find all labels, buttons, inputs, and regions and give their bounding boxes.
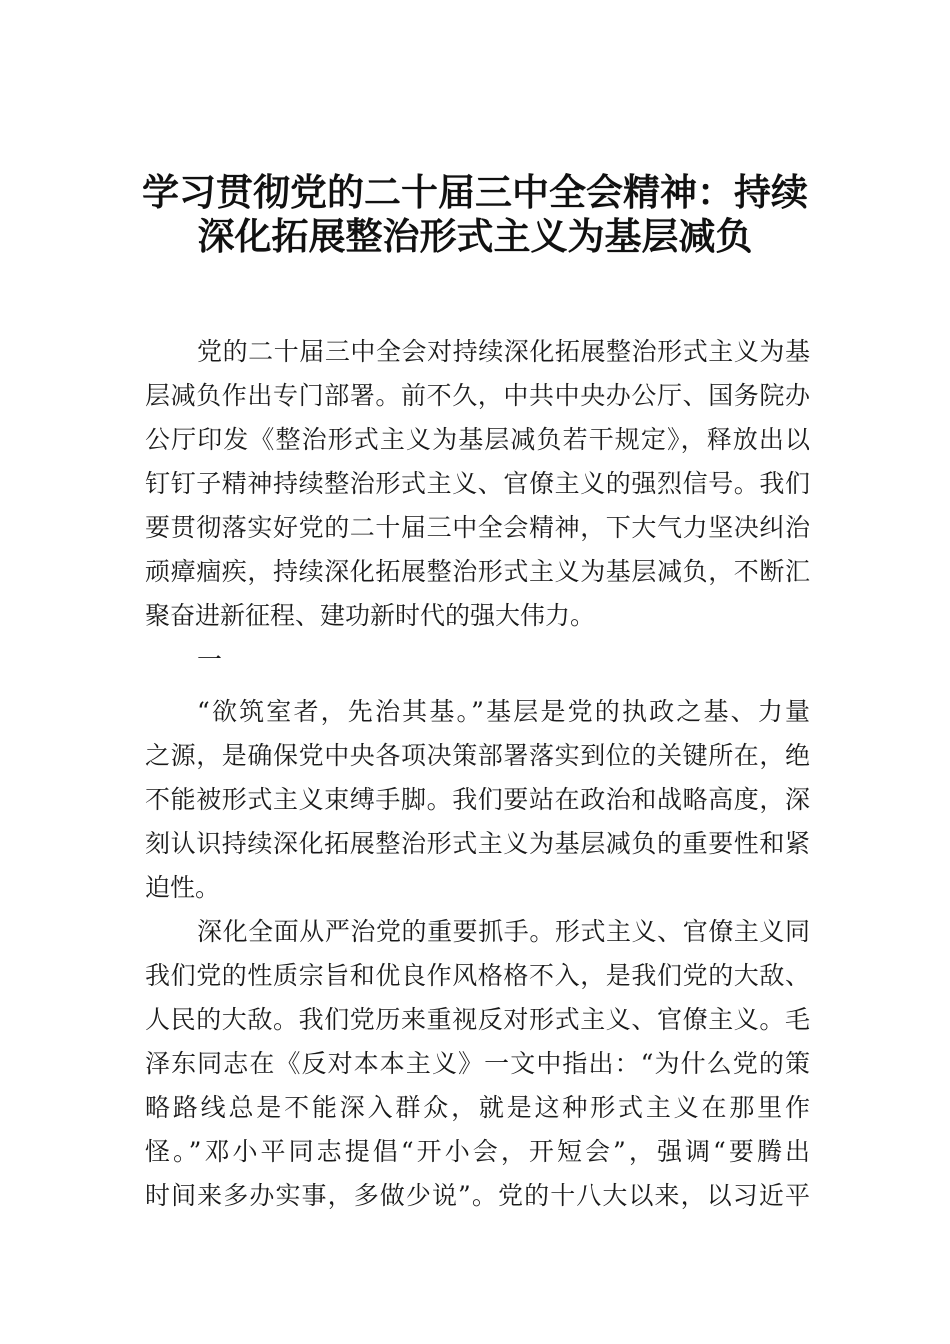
paragraph-line: 人民的大敌。我们党历来重视反对形式主义、官僚主义。毛 [145,1005,810,1034]
paragraph-line: 刻认识持续深化拓展整治形式主义为基层减负的重要性和紧 [145,829,810,858]
document-title-line-2: 深化拓展整治形式主义为基层减负 [197,214,753,258]
paragraph-line: 聚奋进新征程、建功新时代的强大伟力。 [145,601,596,630]
paragraph-line: 怪。”邓小平同志提倡“开小会，开短会”，强调“要腾出 [145,1137,810,1166]
paragraph-line: 我们党的性质宗旨和优良作风格格不入，是我们党的大敌、 [145,961,810,990]
paragraph-line: 深化全面从严治党的重要抓手。形式主义、官僚主义同 [197,917,810,946]
paragraph-line: 时间来多办实事，多做少说”。党的十八大以来，以习近平 [145,1181,810,1210]
paragraph-intro [145,330,810,638]
paragraph-line: 不能被形式主义束缚手脚。我们要站在政治和战略高度，深 [145,785,810,814]
paragraph-party-discipline [145,910,810,1218]
paragraph-line: 层减负作出专门部署。前不久，中共中央办公厅、国务院办 [145,381,810,410]
paragraph-line: 迫性。 [145,873,221,902]
paragraph-line: 要贯彻落实好党的二十届三中全会精神，下大气力坚决纠治 [145,513,810,542]
document-title-line-1: 学习贯彻党的二十届三中全会精神：持续 [142,170,808,214]
section-heading [145,638,810,682]
paragraph-line: 泽东同志在《反对本本主义》一文中指出：“为什么党的策 [145,1049,810,1078]
paragraph-line: “欲筑室者，先治其基。”基层是党的执政之基、力量 [197,697,810,726]
section-number: 一 [197,645,223,674]
document-body [145,330,810,1218]
paragraph-line: 之源，是确保党中央各项决策部署落实到位的关键所在，绝 [145,741,810,770]
paragraph-line: 略路线总是不能深入群众，就是这种形式主义在那里作 [145,1093,810,1122]
paragraph-line: 党的二十届三中全会对持续深化拓展整治形式主义为基 [197,337,810,366]
paragraph-foundation [145,690,810,910]
paragraph-line: 公厅印发《整治形式主义为基层减负若干规定》，释放出以 [145,425,810,454]
paragraph-line: 钉钉子精神持续整治形式主义、官僚主义的强烈信号。我们 [145,469,810,498]
paragraph-line: 顽瘴痼疾，持续深化拓展整治形式主义为基层减负，不断汇 [145,557,810,586]
